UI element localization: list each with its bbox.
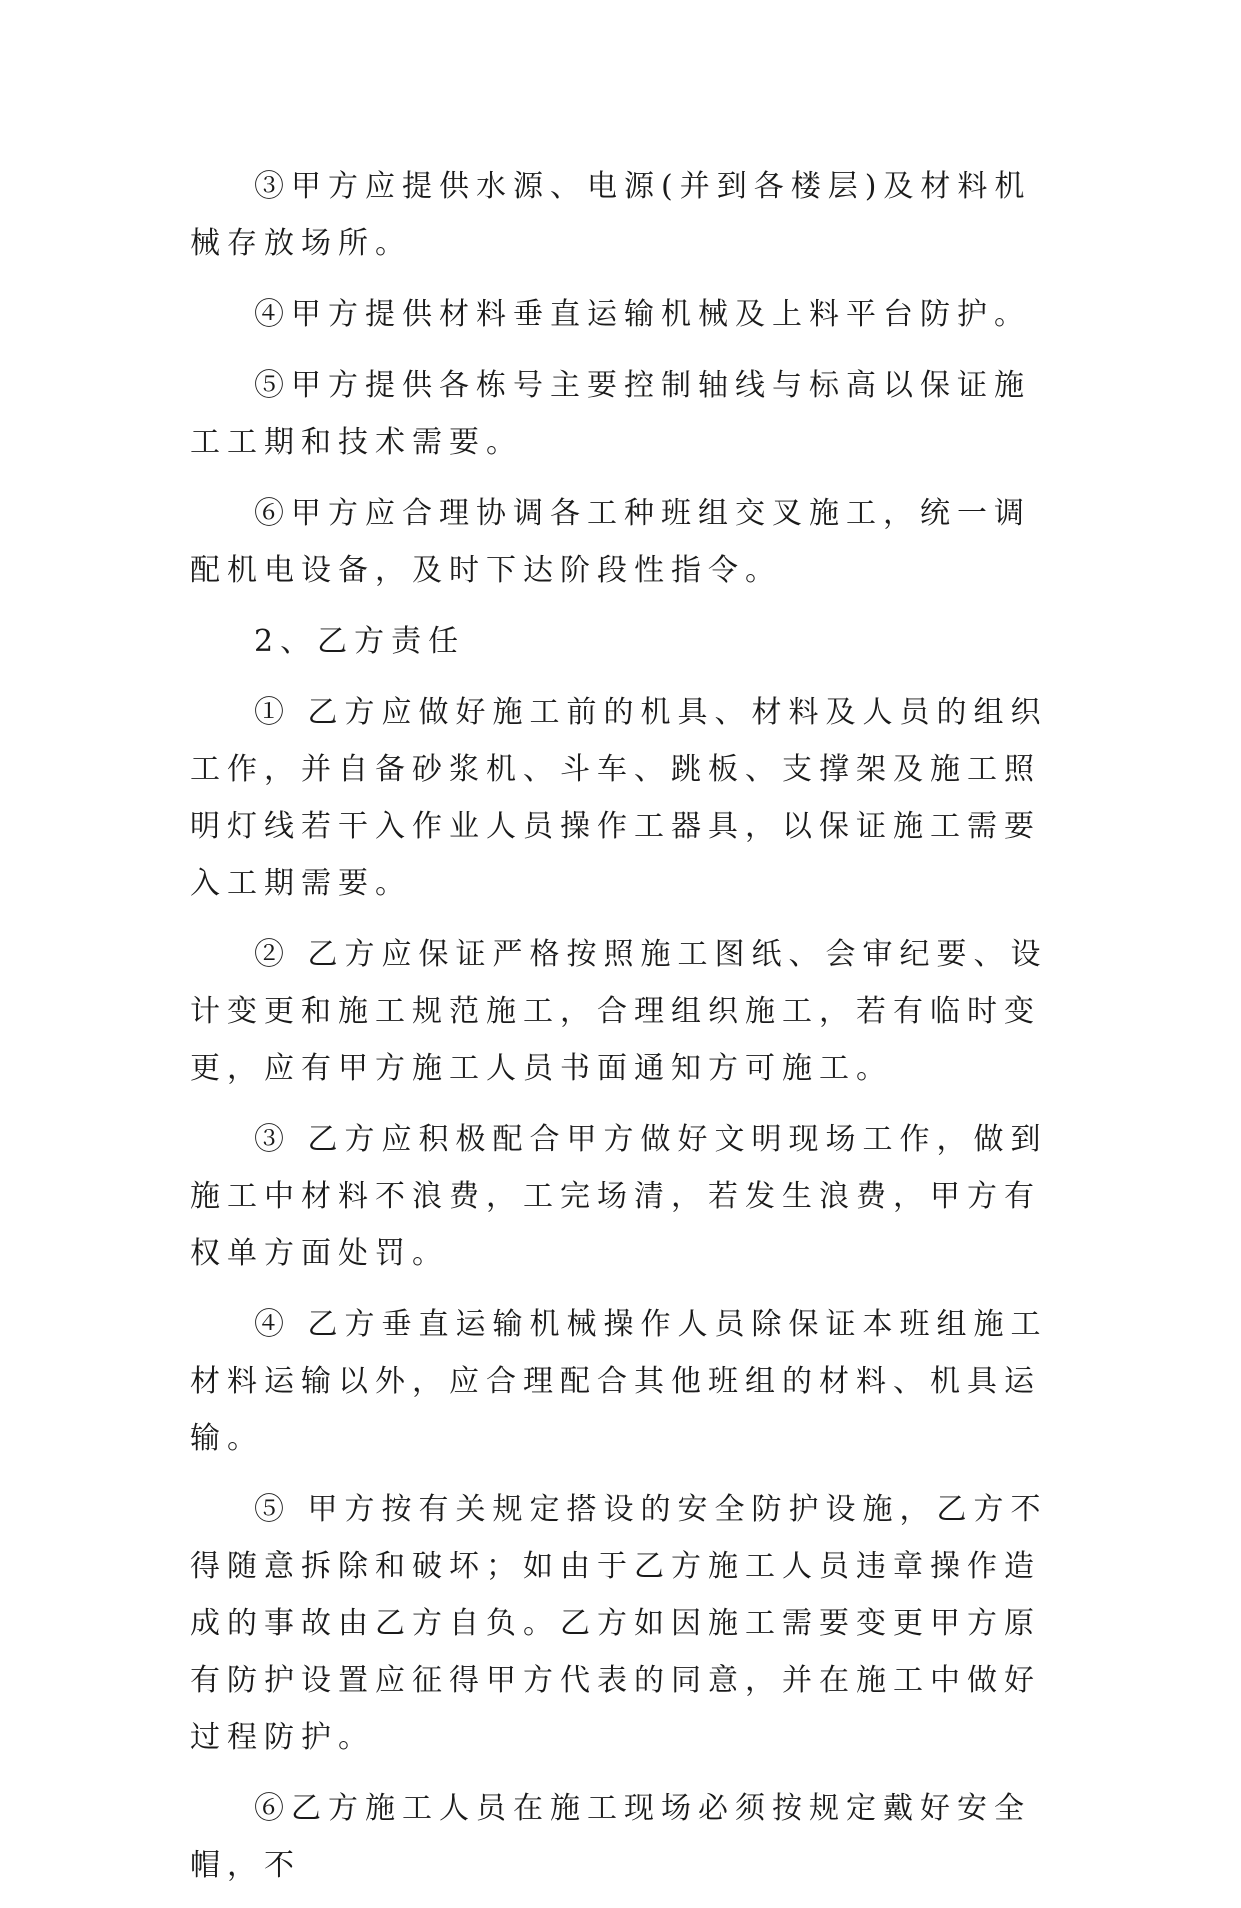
paragraph-party-b-civilized-site: ③ 乙方应积极配合甲方做好文明现场工作，做到施工中材料不浪费，工完场清，若发生浪费，甲方有权单方面处罚。 [190,1122,1048,1271]
paragraph-party-b-safety-facilities: ⑤ 甲方按有关规定搭设的安全防护设施，乙方不得随意拆除和破坏；如由于乙方施工人员违章操作造成的事故由乙方自负。乙方如因施工需要变更甲方原有防护设置应征得甲方代表的同意，并在施工中做好过程防护。 [190,1492,1048,1755]
paragraph-party-b-transport: ④ 乙方垂直运输机械操作人员除保证本班组施工材料运输以外，应合理配合其他班组的材料、机具运输。 [190,1307,1048,1456]
paragraph-party-a-water-power: ③甲方应提供水源、电源(并到各楼层)及材料机械存放场所。 [190,169,1032,261]
section-heading-party-b: 2、乙方责任 [254,624,466,659]
paragraph-party-a-vertical-transport: ④甲方提供材料垂直运输机械及上料平台防护。 [254,297,1031,332]
document-body [190,158,1060,1908]
paragraph-party-a-axis-elevation: ⑤甲方提供各栋号主要控制轴线与标高以保证施工工期和技术需要。 [190,368,1031,460]
paragraph-party-b-preparation: ① 乙方应做好施工前的机具、材料及人员的组织工作，并自备砂浆机、斗车、跳板、支撑架及施工照明灯线若干入作业人员操作工器具，以保证施工需要入工期需要。 [190,695,1048,901]
paragraph-party-b-helmet: ⑥乙方施工人员在施工现场必须按规定戴好安全帽，不 [190,1791,1031,1883]
paragraph-party-b-drawings: ② 乙方应保证严格按照施工图纸、会审纪要、设计变更和施工规范施工，合理组织施工，若有临时变更，应有甲方施工人员书面通知方可施工。 [190,937,1048,1086]
paragraph-party-a-coordination: ⑥甲方应合理协调各工种班组交叉施工，统一调配机电设备，及时下达阶段性指令。 [190,496,1031,588]
